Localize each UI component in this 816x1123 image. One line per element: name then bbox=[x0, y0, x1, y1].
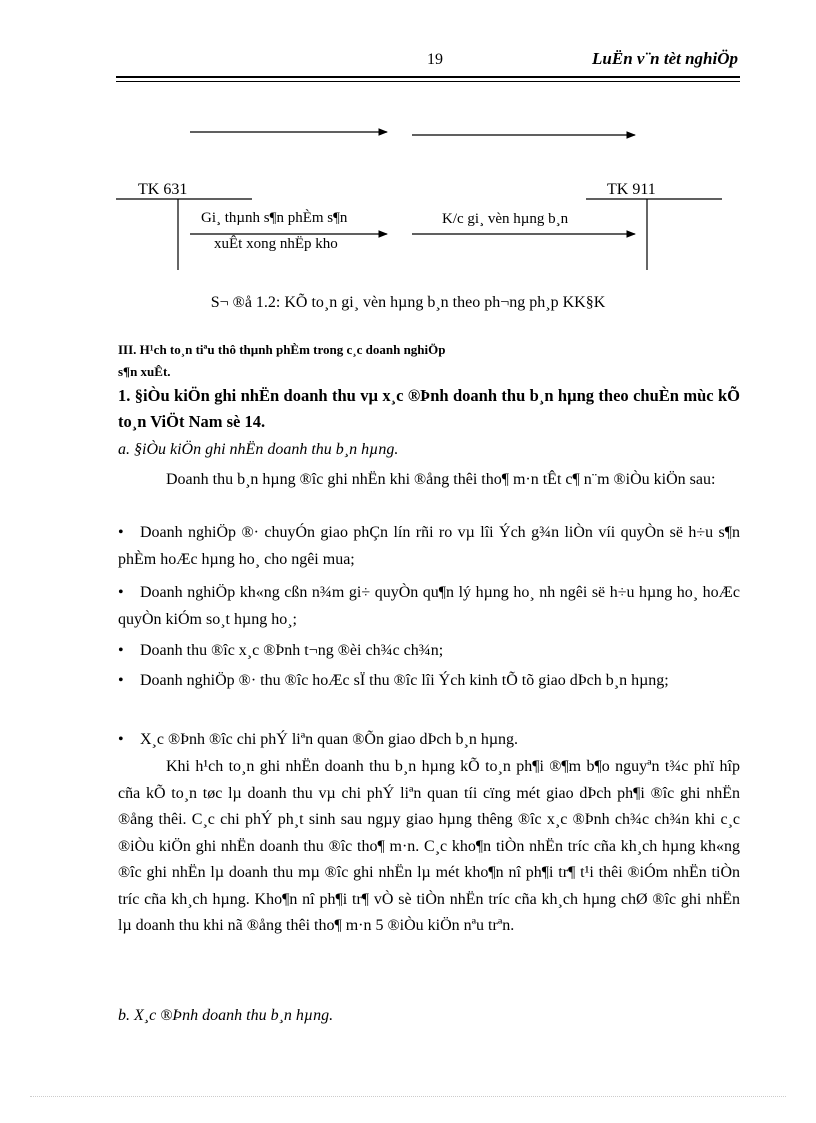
page-number: 19 bbox=[427, 51, 443, 68]
bullet-item bbox=[118, 727, 740, 754]
section-heading bbox=[118, 339, 558, 383]
bullet-dot: • bbox=[118, 642, 124, 659]
tk631-label: TK 631 bbox=[138, 181, 188, 198]
bullet-dot: • bbox=[118, 672, 124, 689]
bullet-text: Doanh nghiÖp kh«ng cßn n¾m gi÷ quyÒn qu¶n lý hµng ho¸ nh ngêi së h÷u hµng ho¸ hoÆc quyÒn kiÓm so¸t hµng ho¸; bbox=[118, 584, 740, 628]
bullet-item bbox=[118, 580, 740, 633]
section-heading-line2: s¶n xuÊt. bbox=[118, 364, 171, 379]
bullet-dot: • bbox=[118, 731, 124, 748]
bullet-text: Doanh nghiÖp ®· thu ®îc hoÆc sÏ thu ®îc lîi Ých kinh tÕ tõ giao dÞch b¸n hµng; bbox=[140, 672, 669, 689]
bullet-dot: • bbox=[118, 584, 124, 601]
subsection-b-title: b. X¸c ®Þnh doanh thu b¸n hµng. bbox=[118, 1007, 334, 1024]
subsection-a-title: a. §iÒu kiÖn ghi nhËn doanh thu b¸n hµng. bbox=[118, 441, 399, 458]
bullet-text: X¸c ®Þnh ®îc chi phÝ liªn quan ®Õn giao dÞch b¸n hµng. bbox=[140, 731, 519, 748]
bullet-text: Doanh nghiÖp ®· chuyÓn giao phÇn lín rñi ro vµ lîi Ých g¾n liÒn víi quyÒn së h÷u s¶n phÈm hoÆc hµng ho¸ cho ngêi mua; bbox=[118, 524, 740, 568]
cost-label-line2: xuÊt xong nhËp kho bbox=[214, 236, 338, 252]
tk911-label: TK 911 bbox=[607, 181, 656, 198]
section-heading-line1: III. H¹ch to¸n tiªu thô thµnh phÈm trong c¸c doanh nghiÖp bbox=[118, 342, 446, 357]
paragraph-intro: Doanh thu b¸n hµng ®îc ghi nhËn khi ®ång thêi tho¶ m·n tÊt c¶ n¨m ®iÒu kiÖn sau: bbox=[166, 471, 716, 488]
bullet-dot: • bbox=[118, 524, 124, 541]
accounting-diagram bbox=[0, 0, 816, 300]
diagram-caption: S¬ ®å 1.2: KÕ to¸n gi¸ vèn hµng b¸n theo ph¬ng ph¸p KK§K bbox=[210, 294, 606, 311]
transfer-label: K/c gi¸ vèn hµng b¸n bbox=[442, 211, 569, 227]
bullet-text: Doanh thu ®îc x¸c ®Þnh t¬ng ®èi ch¾c ch¾n; bbox=[140, 642, 444, 659]
subsection-heading: 1. §iÒu kiÖn ghi nhËn doanh thu vµ x¸c ®Þnh doanh thu b¸n hµng theo chuÈn mùc kÕ to¸n ViÖt Nam sè 14. bbox=[118, 386, 740, 431]
cost-label-line1: Gi¸ thµnh s¶n phÈm s¶n bbox=[201, 210, 348, 226]
bullet-item bbox=[118, 520, 740, 573]
footer-rule bbox=[30, 1096, 786, 1097]
bullet-item bbox=[118, 638, 740, 665]
paragraph-body: Khi h¹ch to¸n ghi nhËn doanh thu b¸n hµng kÕ to¸n ph¶i ®¶m b¶o nguyªn t¾c phï hîp cña kÕ to¸n tøc lµ doanh thu vµ chi phÝ liªn quan tíi cïng mét giao dÞch ph¶i ®îc ghi nhËn ®ång thêi. C¸c chi phÝ ph¸t sinh sau ngµy giao hµng thêng ®îc x¸c ®Þnh ch¾c ch¾n khi c¸c ®iÒu kiÖn ghi nhËn doanh thu ®îc tho¶ m·n. C¸c kho¶n tiÒn nhËn tríc cña kh¸ch hµng kh«ng ®îc ghi nhËn lµ doanh thu mµ ®îc ghi nhËn lµ mét kho¶n nî ph¶i tr¶ t¹i thêi ®iÓm nhËn tiÒn tríc cña kh¸ch hµng. Kho¶n nî ph¶i tr¶ vÒ sè tiÒn nhËn tríc cña kh¸ch hµng chØ ®îc ghi nhËn lµ doanh thu khi nã ®ång thêi tho¶ m·n 5 ®iÒu kiÖn nªu trªn. bbox=[118, 758, 740, 934]
document-title: LuËn v¨n tèt nghiÖp bbox=[592, 49, 738, 68]
bullet-item bbox=[118, 668, 740, 695]
